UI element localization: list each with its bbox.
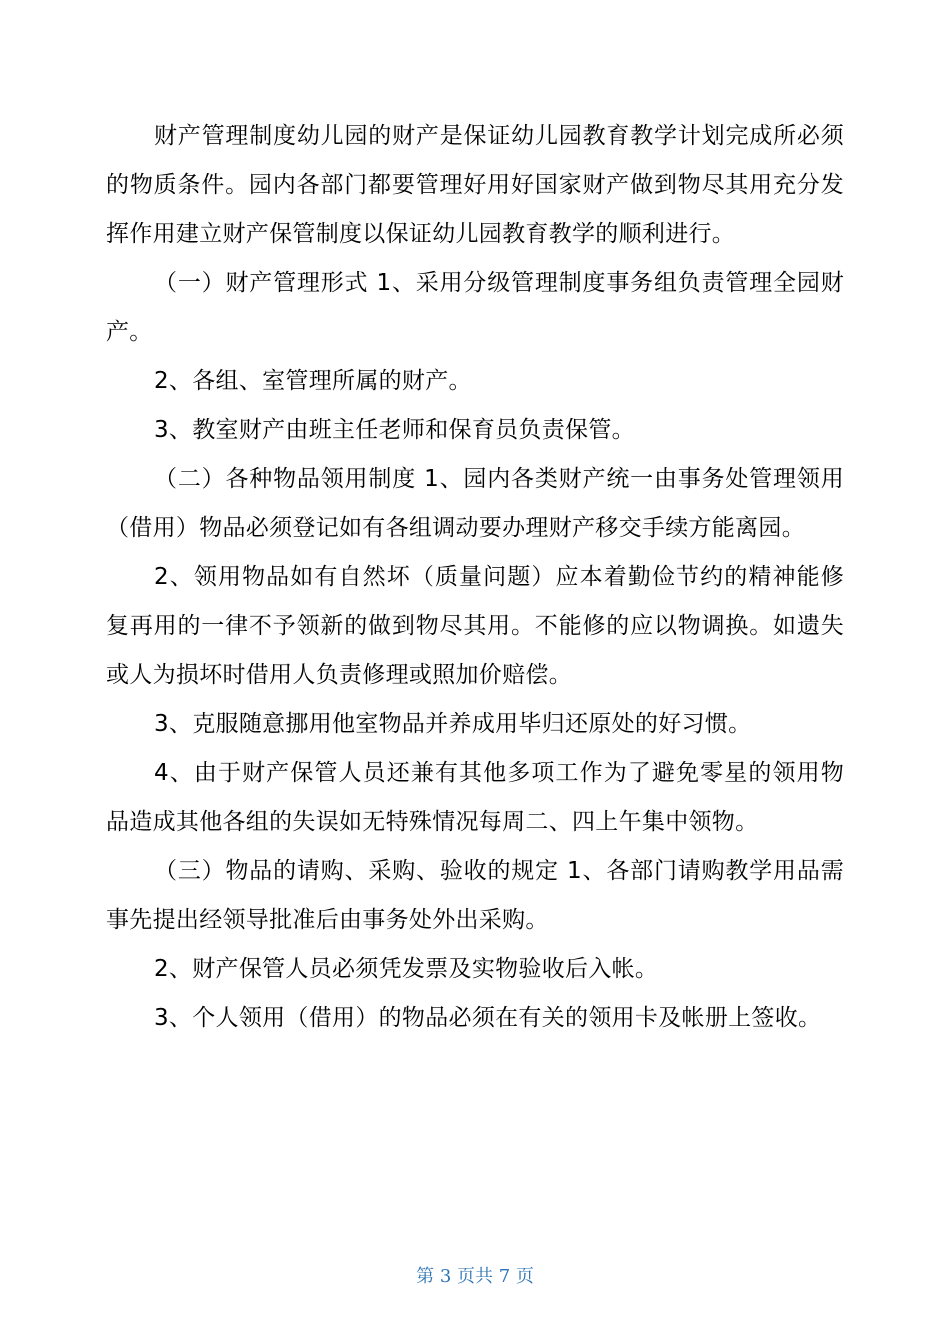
paragraph-section-2-item-2: 2、领用物品如有自然坏（质量问题）应本着勤俭节约的精神能修复再用的一律不予领新的做到物尽其用。不能修的应以物调换。如遗失或人为损坏时借用人负责修理或照加价赔偿。 [106, 564, 844, 688]
paragraph-section-2-item-4: 4、由于财产保管人员还兼有其他多项工作为了避免零星的领用物品造成其他各组的失误如无特殊情况每周二、四上午集中领物。 [106, 760, 844, 835]
page-number-footer: 第 3 页共 7 页 [416, 1266, 534, 1287]
paragraph-section-1-item-3: 3、教室财产由班主任老师和保育员负责保管。 [154, 417, 635, 443]
paragraph-property-management-intro: 财产管理制度幼儿园的财产是保证幼儿园教育教学计划完成所必须的物质条件。园内各部门都要管理好用好国家财产做到物尽其用充分发挥作用建立财产保管制度以保证幼儿园教育教学的顺利进行。 [106, 123, 844, 247]
paragraph-section-2-item-3: 3、克服随意挪用他室物品并养成用毕归还原处的好习惯。 [154, 711, 752, 737]
document-body [106, 112, 844, 1043]
paragraph-section-2-requisition-rules: （二）各种物品领用制度 1、园内各类财产统一由事务处管理领用（借用）物品必须登记如有各组调动要办理财产移交手续方能离园。 [106, 466, 844, 541]
paragraph-section-3-item-3: 3、个人领用（借用）的物品必须在有关的领用卡及帐册上签收。 [154, 1005, 822, 1031]
paragraph-section-1-management-form: （一）财产管理形式 1、采用分级管理制度事务组负责管理全园财产。 [106, 270, 844, 345]
paragraph-section-3-purchase-rules: （三）物品的请购、采购、验收的规定 1、各部门请购教学用品需事先提出经领导批准后由事务处外出采购。 [106, 858, 844, 933]
paragraph-section-3-item-2: 2、财产保管人员必须凭发票及实物验收后入帐。 [154, 956, 659, 982]
paragraph-section-1-item-2: 2、各组、室管理所属的财产。 [154, 368, 472, 394]
